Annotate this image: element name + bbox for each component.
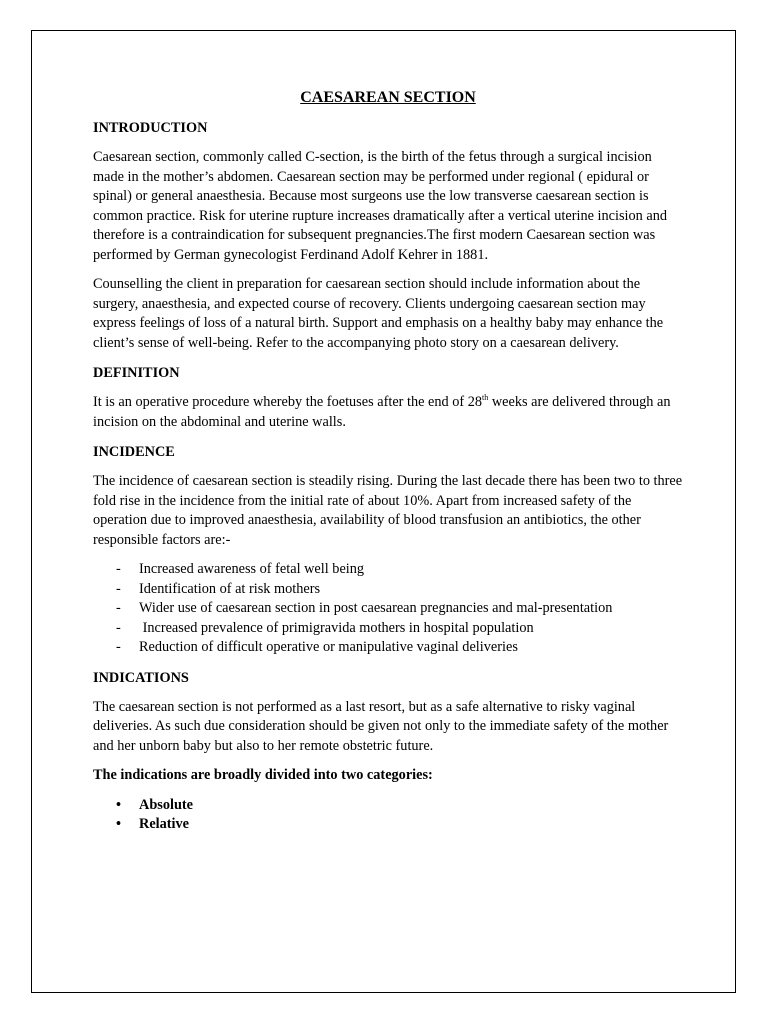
list-item: [93, 815, 683, 835]
list-item: [93, 599, 683, 619]
incidence-paragraph: The incidence of caesarean section is steadily rising. During the last decade there has been two to three fold rise in the incidence from the initial rate of about 10%. Apart from increased safety of the operation due to improved anaesthesia, availability of blood transfusion an antibiotics, the other responsible factors are:-: [93, 473, 683, 548]
list-item: [93, 638, 683, 658]
list-item: [93, 796, 683, 816]
list-item: [93, 580, 683, 600]
definition-paragraph: [93, 393, 683, 432]
list-item: [93, 619, 683, 639]
indications-heading: INDICATIONS: [93, 669, 189, 686]
list-item-text: Wider use of caesarean section in post caesarean pregnancies and mal-presentation: [139, 600, 613, 616]
introduction-heading: INTRODUCTION: [93, 120, 208, 136]
dash-marker: -: [116, 639, 121, 655]
indications-categories-list: [93, 796, 683, 835]
incidence-heading: INCIDENCE: [93, 444, 175, 460]
incidence-factors-list: [93, 560, 683, 658]
list-item-text: Absolute: [139, 796, 194, 813]
introduction-paragraph-2: Counselling the client in preparation for caesarean section should include information about the surgery, anaesthesia, and expected course of recovery. Clients undergoing caesarean section may express feelings of loss of a natural birth. Support and emphasis on a healthy baby may enhance the client’s sense of well-being. Refer to the accompanying photo story on a caesarean delivery.: [93, 276, 664, 351]
bullet-icon: •: [116, 816, 122, 832]
definition-superscript: th: [482, 393, 489, 403]
document-body: [93, 88, 683, 835]
dash-marker: -: [116, 580, 121, 597]
indications-categories-intro: The indications are broadly divided into two categories:: [93, 767, 433, 783]
dash-marker: -: [116, 619, 121, 636]
definition-text-before: It is an operative procedure whereby the foetuses after the end of 28: [93, 394, 483, 410]
list-item-text: Increased prevalence of primigravida mothers in hospital population: [139, 619, 534, 636]
definition-heading: DEFINITION: [93, 365, 180, 381]
indications-paragraph: The caesarean section is not performed as a last resort, but as a safe alternative to risky vaginal deliveries. As such due consideration should be given not only to the immediate safety of the mother and her unborn baby but also to her remote obstetric future.: [93, 698, 669, 754]
list-item: [93, 560, 683, 580]
dash-marker: -: [116, 561, 121, 577]
introduction-paragraph-1: Caesarean section, commonly called C-section, is the birth of the fetus through a surgical incision made in the mother’s abdomen. Caesarean section may be performed under regional ( epidural or spinal) or general anaesthesia. Because most surgeons use the low transverse caesarean section is common practice. Risk for uterine rupture increases dramatically after a vertical uterine incision and therefore is a contraindication for subsequent pregnancies.The first modern Caesarean section was performed by German gynecologist Ferdinand Adolf Kehrer in 1881.: [93, 149, 668, 263]
list-item-text: Increased awareness of fetal well being: [139, 561, 365, 577]
document-title: CAESAREAN SECTION: [300, 89, 476, 106]
list-item-text: Identification of at risk mothers: [139, 580, 321, 597]
definition-text-after: weeks are delivered through an incision on the abdominal and uterine walls.: [93, 394, 671, 430]
list-item-text: Reduction of difficult operative or manipulative vaginal deliveries: [139, 639, 518, 655]
bullet-icon: •: [116, 796, 122, 813]
list-item-text: Relative: [139, 816, 190, 832]
dash-marker: -: [116, 600, 121, 616]
